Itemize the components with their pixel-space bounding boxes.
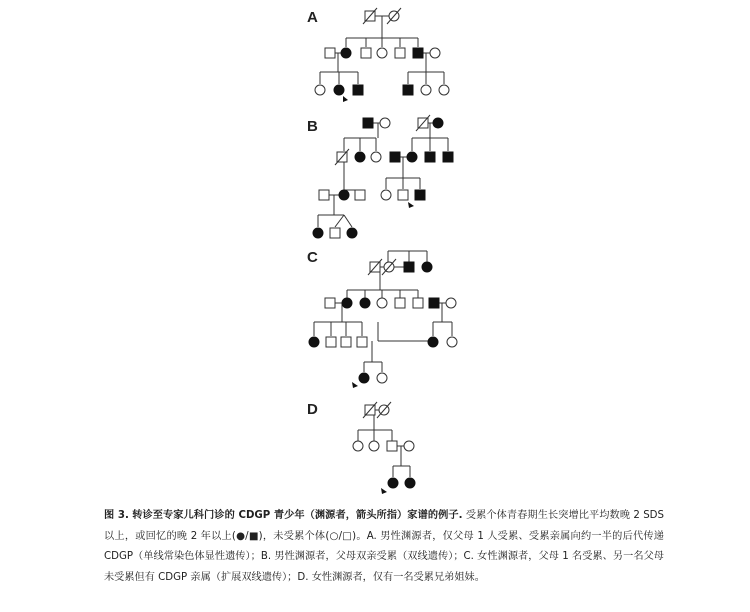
empty-circle-icon <box>447 337 457 347</box>
filled-square-icon <box>363 118 373 128</box>
empty-circle-icon <box>353 441 363 451</box>
empty-circle-icon <box>377 298 387 308</box>
filled-square-icon <box>403 85 413 95</box>
filled-circle-icon <box>405 478 415 488</box>
filled-circle-icon <box>359 373 369 383</box>
empty-circle-icon <box>315 85 325 95</box>
filled-circle-icon <box>360 298 370 308</box>
empty-circle-icon <box>369 441 379 451</box>
figure-label: 图 3. <box>104 510 129 521</box>
arrow-icon <box>343 96 348 102</box>
empty-circle-icon <box>430 48 440 58</box>
filled-circle-icon <box>388 478 398 488</box>
empty-circle-icon <box>404 441 414 451</box>
arrow-icon <box>381 488 387 494</box>
filled-circle-icon <box>309 337 319 347</box>
filled-square-icon <box>443 152 453 162</box>
filled-circle-icon <box>422 262 432 272</box>
empty-circle-icon <box>377 373 387 383</box>
empty-circle-icon <box>446 298 456 308</box>
empty-square-icon <box>330 228 340 238</box>
filled-circle-icon <box>342 298 352 308</box>
empty-square-icon <box>357 337 367 347</box>
empty-circle-icon <box>377 48 387 58</box>
empty-square-icon <box>325 48 335 58</box>
filled-circle-icon <box>407 152 417 162</box>
empty-square-icon <box>325 298 335 308</box>
filled-circle-icon <box>433 118 443 128</box>
empty-circle-icon <box>381 190 391 200</box>
panel-label-b: B <box>307 118 318 135</box>
arrow-icon <box>352 382 358 388</box>
filled-circle-icon <box>313 228 323 238</box>
empty-circle-icon <box>380 118 390 128</box>
figure-title: 转诊至专家儿科门诊的 CDGP 青少年（渊源者，箭头所指）家谱的例子. <box>132 510 463 521</box>
empty-circle-icon <box>439 85 449 95</box>
filled-circle-icon <box>341 48 351 58</box>
empty-square-icon <box>326 337 336 347</box>
filled-square-icon <box>404 262 414 272</box>
filled-circle-icon <box>334 85 344 95</box>
filled-square-icon <box>353 85 363 95</box>
filled-circle-icon <box>428 337 438 347</box>
filled-square-icon <box>429 298 439 308</box>
panel-label-c: C <box>307 249 318 266</box>
empty-circle-icon <box>421 85 431 95</box>
panel-label-a: A <box>307 9 318 26</box>
empty-square-icon <box>355 190 365 200</box>
empty-circle-icon <box>371 152 381 162</box>
filled-square-icon <box>413 48 423 58</box>
arrow-icon <box>408 202 414 208</box>
pedigree-panel-a <box>315 8 449 102</box>
empty-square-icon <box>395 298 405 308</box>
filled-circle-icon <box>355 152 365 162</box>
filled-square-icon <box>425 152 435 162</box>
pedigree-panel-d <box>353 402 415 494</box>
figure-caption <box>104 506 664 588</box>
filled-circle-icon <box>339 190 349 200</box>
filled-square-icon <box>390 152 400 162</box>
panel-label-d: D <box>307 401 318 418</box>
empty-square-icon <box>319 190 329 200</box>
pedigree-panel-c <box>309 251 457 388</box>
empty-square-icon <box>413 298 423 308</box>
empty-square-icon <box>341 337 351 347</box>
filled-square-icon <box>415 190 425 200</box>
empty-square-icon <box>387 441 397 451</box>
filled-circle-icon <box>347 228 357 238</box>
pedigree-panel-b <box>313 115 453 238</box>
figure-caption-body: 受累个体青春期生长突增比平均数晚 2 SDS 以上，或回忆的晚 2 年以上(●/■)，未受累个体(○/□)。A. 男性渊源者，仅父母 1 人受累、受累亲属向约一半的后代传递 CDGP（单线常染色体显性遗传）；B. 男性渊源者，父母双亲受累（双线遗传）；C. 女性渊源者，父母 1 名受累、另一名父母未受累但有 CDGP 亲属（扩展双线遗传）；D. 女性渊源者，仅有一名受累兄弟姐妹。 <box>104 510 664 583</box>
empty-square-icon <box>398 190 408 200</box>
empty-square-icon <box>361 48 371 58</box>
empty-square-icon <box>395 48 405 58</box>
